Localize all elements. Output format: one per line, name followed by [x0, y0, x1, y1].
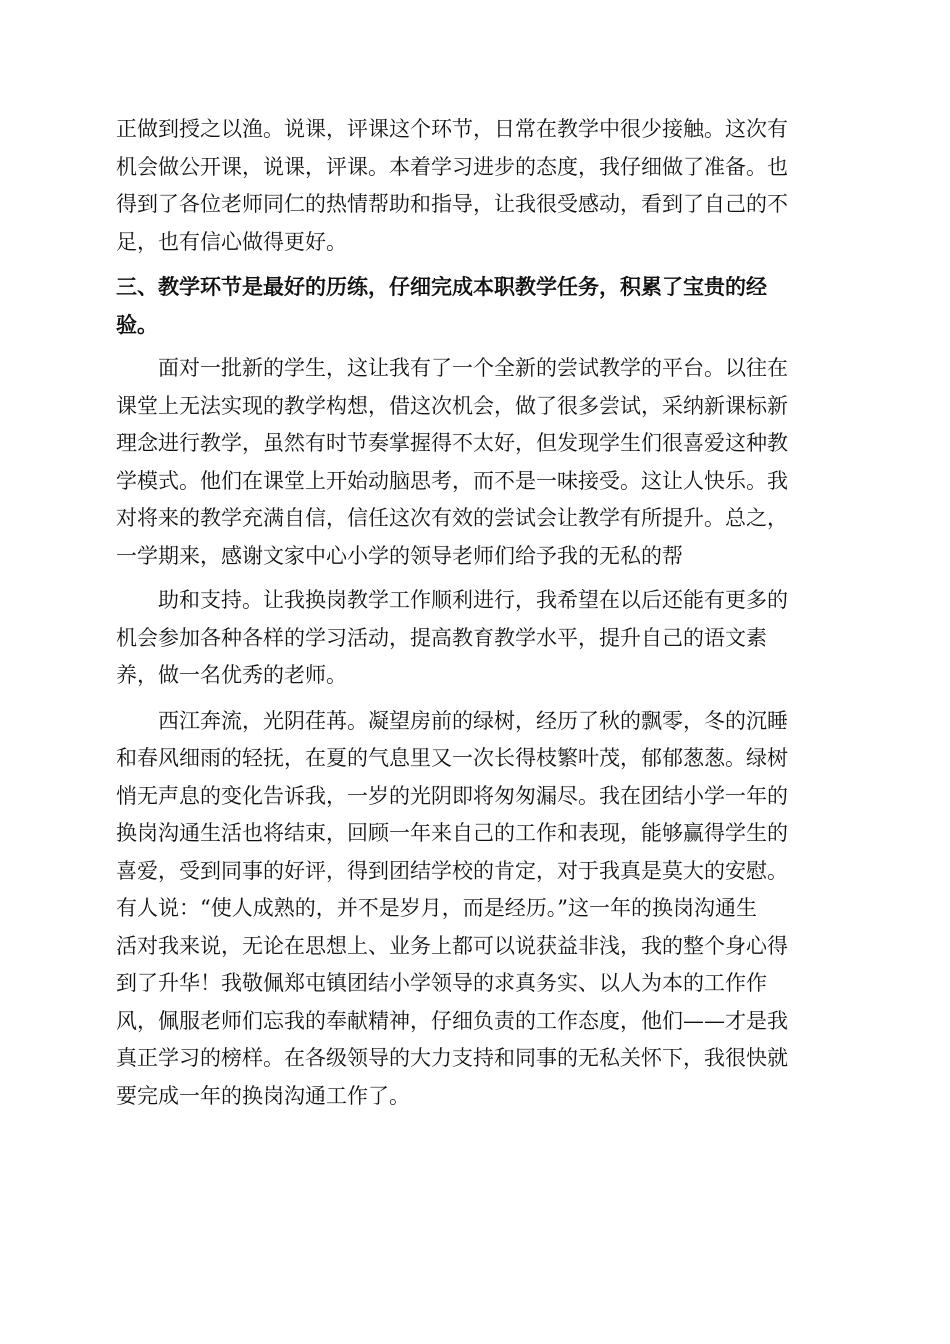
paragraph-line: 理念进行教学，虽然有时节奏掌握得不太好，但发现学生们很喜爱这种教: [116, 431, 788, 455]
paragraph-line: 到了升华！我敬佩郑屯镇团结小学领导的求真务实、以人为本的工作作: [116, 971, 767, 995]
paragraph-line: 对将来的教学充满自信，信任这次有效的尝试会让教学有所提升。总之，: [116, 506, 788, 530]
paragraph-line: 机会参加各种各样的学习活动，提高教育教学水平，提升自己的语文素: [116, 625, 767, 650]
paragraph-line: 有人说：“使人成熟的，并不是岁月，而是经历。”这一年的换岗沟通生: [116, 896, 757, 920]
paragraph-line: 养，做一名优秀的老师。: [116, 663, 347, 687]
paragraph-line: 足，也有信心做得更好。: [116, 229, 347, 254]
paragraph-line: 面对一批新的学生，这让我有了一个全新的尝试教学的平台。以往在: [158, 356, 788, 380]
paragraph-line: 得到了各位老师同仁的热情帮助和指导，让我很受感动，看到了自己的不: [116, 192, 788, 216]
paragraph-3: [116, 582, 834, 695]
paragraph-line: 助和支持。让我换岗教学工作顺利进行，我希望在以后还能有更多的: [158, 588, 788, 612]
heading-line: 三、教学环节是最好的历练，仔细完成本职教学任务，积累了宝贵的经: [116, 274, 767, 299]
paragraph-line: 一学期来，感谢文家中心小学的领导老师们给予我的无私的帮: [116, 543, 683, 568]
paragraph-1: [116, 111, 834, 261]
paragraph-2: [116, 350, 834, 575]
paragraph-line: 机会做公开课，说课，评课。本着学习进步的态度，我仔细做了准备。也: [116, 154, 788, 179]
paragraph-line: 真正学习的榜样。在各级领导的大力支持和同事的无私关怀下，我很快就: [116, 1046, 788, 1070]
paragraph-line: 喜爱，受到同事的好评，得到团结学校的肯定，对于我真是莫大的安慰。: [116, 858, 788, 883]
paragraph-line: 活对我来说，无论在思想上、业务上都可以说获益非浅，我的整个身心得: [116, 933, 788, 958]
document-page: [116, 111, 834, 1115]
paragraph-line: 正做到授之以渔。说课，评课这个环节，日常在教学中很少接触。这次有: [116, 117, 788, 141]
paragraph-4: [116, 703, 834, 1116]
paragraph-line: 风，佩服老师们忘我的奉献精神，仔细负责的工作态度，他们——才是我: [116, 1008, 788, 1033]
paragraph-line: 悄无声息的变化告诉我，一岁的光阴即将匆匆漏尽。我在团结小学一年的: [116, 783, 788, 808]
paragraph-line: 要完成一年的换岗沟通工作了。: [116, 1083, 410, 1108]
section-heading-3: [116, 268, 834, 343]
paragraph-line: 课堂上无法实现的教学构想，借这次机会，做了很多尝试，采纳新课标新: [116, 393, 788, 418]
paragraph-line: 学模式。他们在课堂上开始动脑思考，而不是一味接受。这让人快乐。我: [116, 468, 788, 493]
heading-line: 验。: [116, 311, 158, 337]
paragraph-line: 换岗沟通生活也将结束，回顾一年来自己的工作和表现，能够赢得学生的: [116, 821, 788, 845]
paragraph-line: 和春风细雨的轻抚，在夏的气息里又一次长得枝繁叶茂，郁郁葱葱。绿树: [116, 746, 788, 770]
paragraph-line: 西江奔流，光阴荏苒。凝望房前的绿树，经历了秋的飘零，冬的沉睡: [158, 708, 788, 733]
